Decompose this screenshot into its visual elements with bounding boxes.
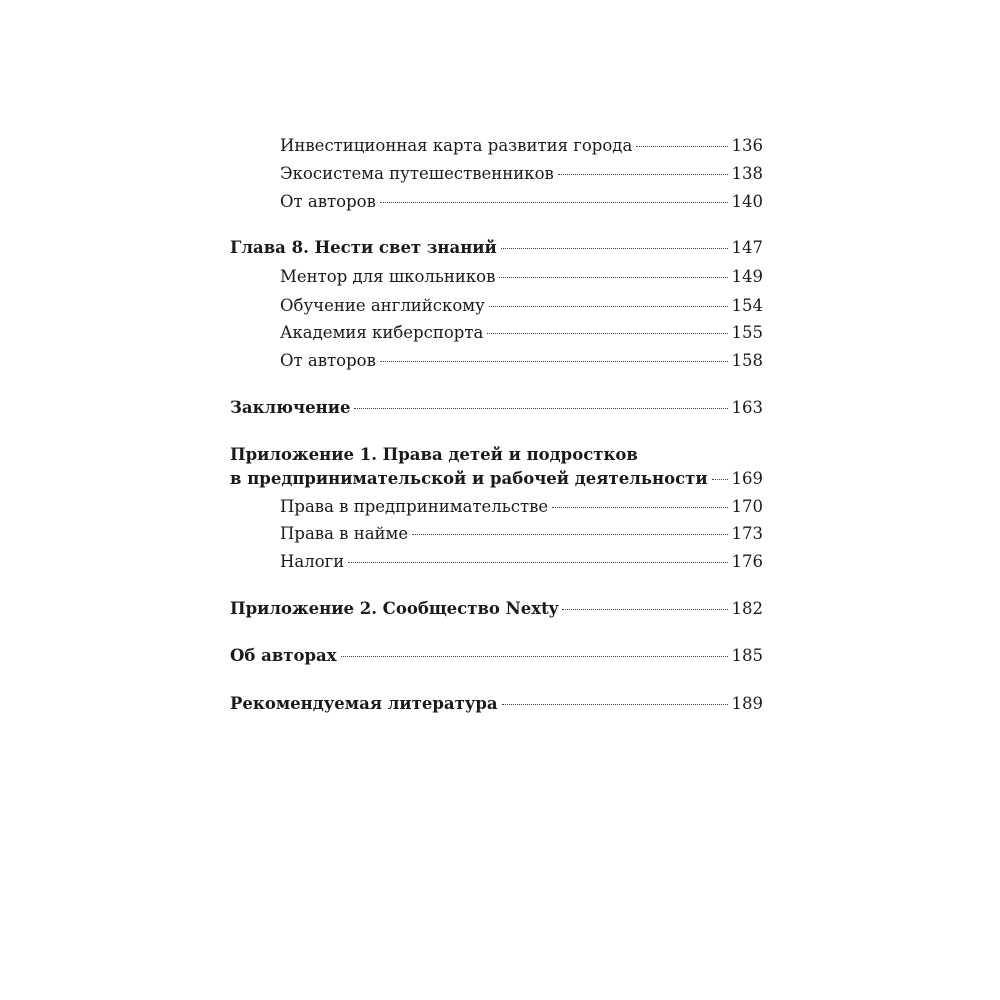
- toc-entry-page: 182: [731, 599, 763, 618]
- dot-leader: [499, 277, 727, 278]
- toc-entry-page: 163: [731, 398, 763, 417]
- toc-entry-title: Ментор для школьников: [280, 267, 496, 286]
- toc-entry: [280, 164, 763, 184]
- toc-chapter-title: Рекомендуемая литература: [230, 694, 498, 713]
- toc-entry: [280, 552, 763, 572]
- toc-entry-page: 136: [731, 136, 763, 155]
- toc-entry-page: 158: [731, 351, 763, 370]
- toc-entry-page: 154: [731, 296, 763, 315]
- dot-leader: [562, 609, 727, 610]
- toc-entry-page: 170: [731, 497, 763, 516]
- toc-entry-page: 185: [731, 646, 763, 665]
- toc-chapter-title: Приложение 2. Сообщество Nexty: [230, 599, 559, 618]
- toc-chapter-entry: [230, 469, 763, 489]
- toc-entry-title: От авторов: [280, 351, 376, 370]
- toc-entry: [280, 267, 763, 287]
- toc-entry: [280, 497, 763, 517]
- toc-entry-page: 138: [731, 164, 763, 183]
- toc-entry-title: Права в найме: [280, 524, 409, 543]
- dot-leader: [502, 704, 728, 705]
- toc-entry-title: Налоги: [280, 552, 345, 571]
- toc-entry: [280, 296, 763, 316]
- toc-entry: [280, 192, 763, 212]
- toc-chapter-title: Об авторах: [230, 646, 337, 665]
- toc-chapter-entry: [230, 694, 763, 714]
- toc-chapter-entry: [230, 398, 763, 418]
- toc-entry-title: Права в предпринимательстве: [280, 497, 549, 516]
- toc-chapter-title: Глава 8. Нести свет знаний: [230, 238, 497, 257]
- toc-chapter-entry: [230, 599, 763, 619]
- toc-entry: [280, 323, 763, 343]
- toc-chapter-title-line1: Приложение 1. Права детей и подростков: [230, 445, 638, 464]
- dot-leader: [558, 174, 728, 175]
- dot-leader: [380, 361, 728, 362]
- toc-chapter-title: в предпринимательской и рабочей деятельности: [230, 469, 708, 488]
- dot-leader: [489, 306, 728, 307]
- toc-chapter-title: Заключение: [230, 398, 351, 417]
- dot-leader: [341, 656, 728, 657]
- dot-leader: [348, 562, 727, 563]
- toc-entry: [280, 524, 763, 544]
- dot-leader: [380, 202, 728, 203]
- toc-entry-title: Экосистема путешественников: [280, 164, 554, 183]
- toc-entry-title: Обучение английскому: [280, 296, 485, 315]
- toc-entry-page: 173: [731, 524, 763, 543]
- toc-entry-page: 147: [731, 238, 763, 257]
- dot-leader: [354, 408, 727, 409]
- dot-leader: [487, 333, 727, 334]
- toc-entry-page: 140: [731, 192, 763, 211]
- toc-entry-page: 189: [731, 694, 763, 713]
- toc-entry: [280, 351, 763, 371]
- dot-leader: [412, 534, 727, 535]
- toc-entry-title: Академия киберспорта: [280, 323, 484, 342]
- dot-leader: [552, 507, 727, 508]
- toc-entry: [280, 136, 763, 156]
- toc-chapter-entry: [230, 238, 763, 258]
- dot-leader: [712, 479, 728, 480]
- toc-entry-page: 149: [731, 267, 763, 286]
- toc-entry-page: 176: [731, 552, 763, 571]
- toc-entry-title: От авторов: [280, 192, 376, 211]
- toc-entry-page: 169: [731, 469, 763, 488]
- toc-chapter-entry: [230, 646, 763, 666]
- toc-entry-title: Инвестиционная карта развития города: [280, 136, 633, 155]
- dot-leader: [501, 248, 728, 249]
- toc-entry-page: 155: [731, 323, 763, 342]
- dot-leader: [636, 146, 727, 147]
